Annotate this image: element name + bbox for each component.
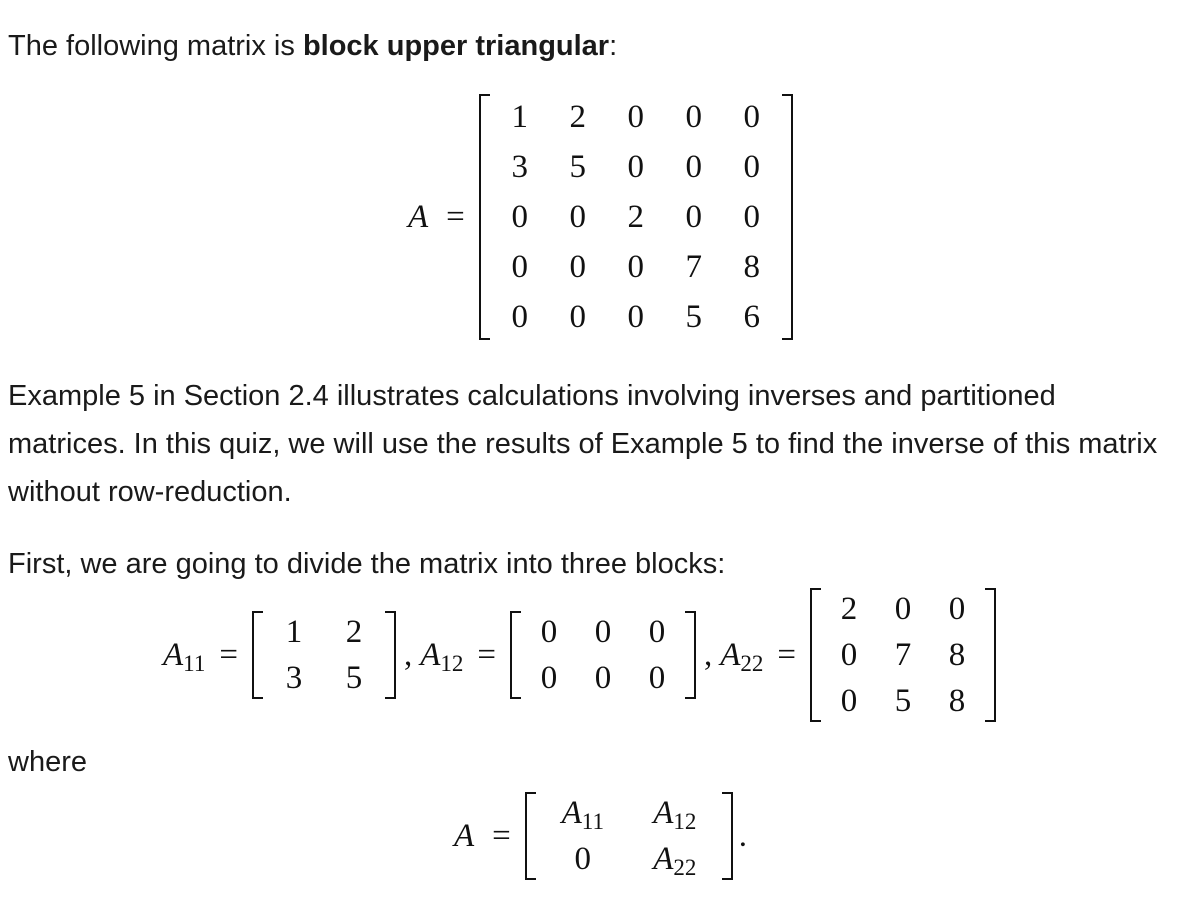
matrix-cell: 3 [285, 659, 303, 696]
matrix-cell: 0 [540, 613, 558, 650]
paragraph-blocks: First, we are going to divide the matrix into three blocks: [8, 548, 726, 580]
intro-text [8, 22, 617, 70]
block-cell [653, 795, 696, 832]
matrix-cell: 0 [569, 198, 587, 235]
matrix-cell: 0 [685, 98, 703, 135]
a12-subscript: 12 [440, 650, 464, 676]
equals-sign: = [446, 198, 465, 235]
matrix-cell: 0 [627, 98, 645, 135]
a11-letter: A [163, 636, 184, 673]
block-cell-letter: 0 [574, 840, 592, 877]
matrix-a-label: A [408, 198, 429, 235]
block-cell [653, 841, 696, 878]
matrix-cell: 0 [540, 659, 558, 696]
matrix-a11 [252, 609, 396, 701]
matrix-cell: 8 [948, 682, 966, 719]
matrix-cell: 2 [840, 590, 858, 627]
period: . [738, 817, 748, 854]
block-cell-subscript: 22 [673, 854, 697, 880]
matrix-cell: 0 [511, 198, 529, 235]
matrix-cell: 2 [569, 98, 587, 135]
block-matrix-grid [537, 790, 721, 882]
a22-letter: A [720, 636, 741, 673]
matrix-cell: 0 [685, 148, 703, 185]
matrix-cell: 0 [511, 248, 529, 285]
matrix-cell: 8 [948, 636, 966, 673]
matrix-a12 [510, 609, 696, 701]
matrix-a12-grid [522, 609, 684, 701]
matrix-cell: 0 [840, 682, 858, 719]
matrix-cell: 0 [648, 613, 666, 650]
matrix-cell: 0 [685, 198, 703, 235]
matrix-cell: 0 [743, 198, 761, 235]
matrix-cell: 1 [285, 613, 303, 650]
matrix-cell: 3 [511, 148, 529, 185]
equals-sign: = [477, 636, 496, 673]
matrix-cell: 0 [594, 613, 612, 650]
block-cell-letter: A [561, 794, 582, 831]
matrix-cell: 0 [743, 148, 761, 185]
a22-subscript: 22 [740, 650, 764, 676]
paragraph-example-5: Example 5 in Section 2.4 illustrates calculations involving inverses and partitioned matrices. In this quiz, we will use the results of Example 5 to find the inverse of this matrix without row-reduction. [8, 380, 1158, 508]
matrix-cell: 0 [894, 590, 912, 627]
a11-label [163, 637, 205, 674]
matrix-cell: 7 [894, 636, 912, 673]
block-cell-subscript: 11 [581, 808, 604, 834]
a22-label [720, 637, 763, 674]
block-cell [562, 795, 604, 832]
matrix-a22 [810, 586, 996, 724]
matrix-cell: 0 [627, 248, 645, 285]
matrix-a-equation [408, 92, 793, 342]
matrix-a22-grid [822, 586, 984, 724]
block-cell-letter: A [653, 840, 674, 877]
matrix-a-grid [491, 92, 781, 342]
comma: , [403, 636, 413, 673]
block-form-label: A [454, 817, 475, 854]
matrix-cell: 5 [569, 148, 587, 185]
intro-before: The following matrix is [8, 30, 303, 62]
matrix-cell: 1 [511, 98, 529, 135]
matrix-cell: 6 [743, 298, 761, 335]
block-matrix [525, 790, 733, 882]
matrix-a [479, 92, 793, 342]
matrix-cell: 2 [345, 613, 363, 650]
matrix-cell: 0 [627, 148, 645, 185]
matrix-cell: 0 [840, 636, 858, 673]
matrix-cell: 5 [894, 682, 912, 719]
matrix-cell: 0 [627, 298, 645, 335]
block-cell [575, 841, 592, 878]
block-form-equation [454, 790, 747, 882]
matrix-cell: 5 [345, 659, 363, 696]
comma: , [704, 636, 713, 673]
matrix-cell: 8 [743, 248, 761, 285]
matrix-cell: 5 [685, 298, 703, 335]
equals-sign: = [777, 636, 797, 673]
intro-after: : [609, 30, 618, 62]
equals-sign: = [492, 817, 511, 854]
matrix-cell: 0 [569, 298, 587, 335]
intro-bold-term: block upper triangular [302, 30, 610, 62]
matrix-cell: 7 [685, 248, 703, 285]
matrix-cell: 0 [743, 98, 761, 135]
block-cell-letter: A [653, 794, 674, 831]
matrix-a11-grid [264, 609, 384, 701]
matrix-cell: 0 [511, 298, 529, 335]
where-text: where [8, 746, 87, 778]
block-cell-subscript: 12 [673, 808, 697, 834]
matrix-cell: 0 [948, 590, 966, 627]
matrix-cell: 0 [594, 659, 612, 696]
block-definitions [163, 586, 996, 724]
equals-sign: = [219, 636, 238, 673]
a11-subscript: 11 [183, 650, 206, 676]
matrix-cell: 0 [569, 248, 587, 285]
a12-letter: A [420, 636, 441, 673]
a12-label [420, 637, 463, 674]
matrix-cell: 0 [648, 659, 666, 696]
matrix-cell: 2 [627, 198, 645, 235]
